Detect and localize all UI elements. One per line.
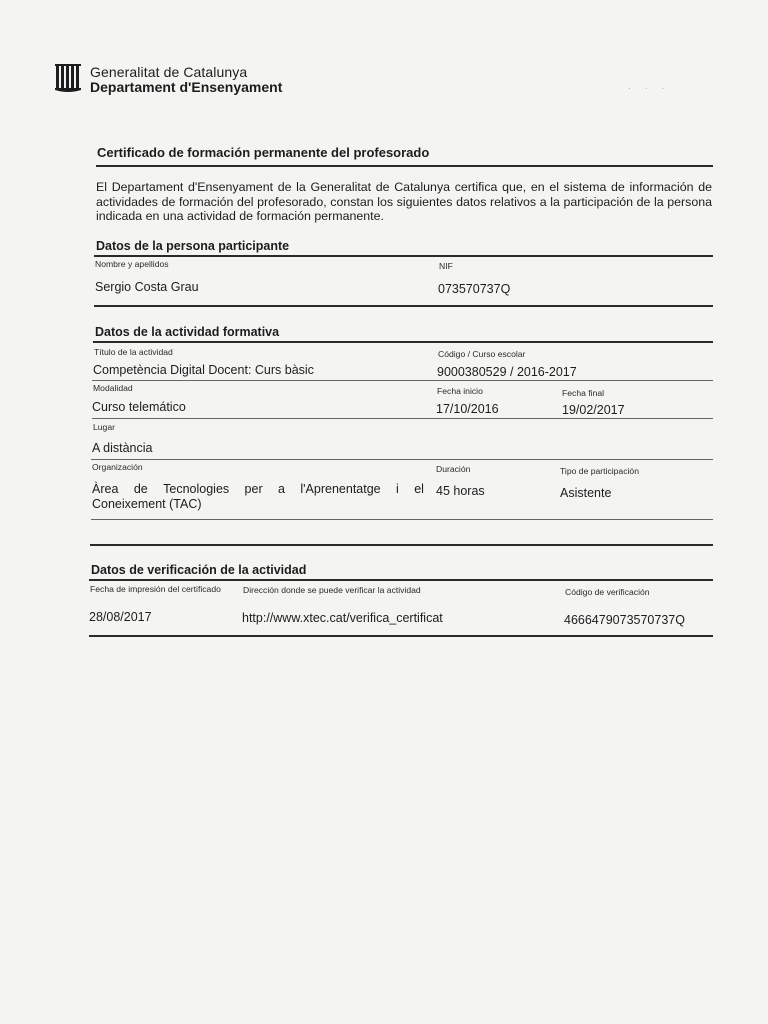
organization-value [92,482,424,512]
verification-section-rule [89,579,713,581]
mode-label: Modalidad [93,383,133,393]
organization-word: Tecnologies [163,482,230,496]
organization-word: a [278,482,285,496]
duration-label: Duración [436,464,471,474]
start-date-value: 17/10/2016 [436,402,499,416]
place-value: A distància [92,441,153,455]
participant-bottom-rule [94,305,713,307]
end-date-label: Fecha final [562,388,605,398]
certificate-title: Certificado de formación permanente del profesorado [97,145,430,160]
mode-value: Curso telemático [92,400,186,414]
activity-rule-4 [91,519,713,520]
start-date-label: Fecha inicio [437,386,483,396]
organization-word: per [244,482,263,496]
duration-value: 45 horas [436,484,485,498]
catalonia-senyera-logo-icon [55,64,81,92]
title-rule [96,165,713,167]
activity-section-rule [93,341,713,343]
org-name-line2: Departament d'Ensenyament [90,79,283,95]
activity-rule-1 [92,380,713,381]
scan-dots: · · · [628,84,671,93]
organization-word: Àrea [92,482,119,496]
organization-word: el [414,482,424,496]
name-value: Sergio Costa Grau [95,280,199,294]
nif-label: NIF [439,261,453,271]
verification-code-value: 4666479073570737Q [564,613,685,627]
certificate-intro: El Departament d'Ensenyament de la Generalitat de Catalunya certifica que, en el sistema de información de actividades de formación del profesorado, constan los siguientes datos relativos a la participación de la persona indicada en una actividad de formación permanente. [96,180,712,223]
activity-title-value: Competència Digital Docent: Curs bàsic [93,363,314,377]
activity-bottom-rule [90,544,713,546]
participation-type-value: Asistente [560,486,612,500]
organization-word: i [396,482,399,496]
activity-section-title: Datos de la actividad formativa [95,325,280,339]
activity-code-label: Código / Curso escolar [438,349,526,359]
organization-label: Organización [92,462,143,472]
activity-rule-3 [91,459,713,460]
print-date-label: Fecha de impresión del certificado [90,584,221,594]
org-name-line1: Generalitat de Catalunya [90,64,248,80]
nif-value: 073570737Q [438,282,511,296]
organization-value-line2: Coneixement (TAC) [92,497,202,511]
print-date-value: 28/08/2017 [89,610,152,624]
verification-bottom-rule [89,635,713,637]
verification-code-label: Código de verificación [565,587,650,597]
verification-section-title: Datos de verificación de la actividad [91,563,307,577]
participant-section-rule [94,255,713,257]
end-date-value: 19/02/2017 [562,403,625,417]
participant-section-title: Datos de la persona participante [96,239,290,253]
participation-type-label: Tipo de participación [560,466,639,476]
organization-word: de [133,482,148,496]
place-label: Lugar [93,422,115,432]
verification-url-label: Dirección donde se puede verificar la actividad [243,585,421,595]
verification-url-value: http://www.xtec.cat/verifica_certificat [242,611,443,625]
activity-title-label: Título de la actividad [94,347,173,357]
activity-code-value: 9000380529 / 2016-2017 [437,365,577,379]
organization-word: l'Aprenentatge [300,482,381,496]
activity-rule-2 [92,418,713,419]
name-label: Nombre y apellidos [95,259,169,269]
